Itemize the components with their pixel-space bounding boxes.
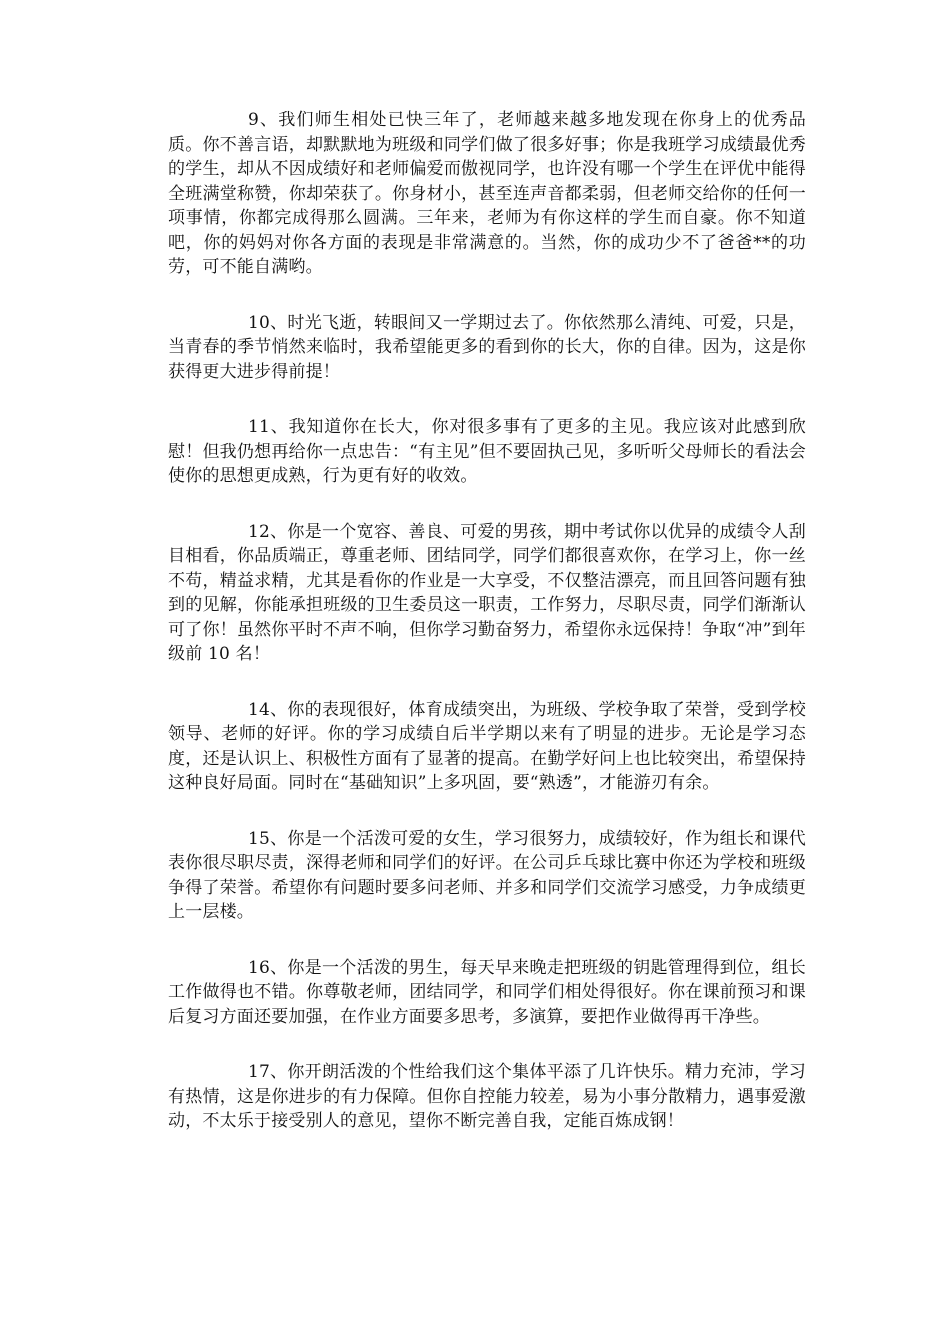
comment-paragraph-17: 17、你开朗活泼的个性给我们这个集体平添了几许快乐。精力充沛，学习有热情，这是你进步的有力保障。但你自控能力较差，易为小事分散精力，遇事爱激动，不太乐于接受别人的意见，望你不断完善自我，定能百炼成钢！: [168, 1062, 806, 1131]
comment-paragraph-15: 15、你是一个活泼可爱的女生，学习很努力，成绩较好，作为组长和课代表你很尽职尽责，深得老师和同学们的好评。在公司乒乓球比赛中你还为学校和班级争得了荣誉。希望你有问题时要多问老师、并多和同学们交流学习感受，力争成绩更上一层楼。: [168, 828, 806, 922]
comment-paragraph-10: 10、时光飞逝，转眼间又一学期过去了。你依然那么清纯、可爱，只是，当青春的季节悄然来临时，我希望能更多的看到你的长大，你的自律。因为，这是你获得更大进步得前提！: [168, 312, 806, 382]
comment-paragraph-9: 9、我们师生相处已快三年了，老师越来越多地发现在你身上的优秀品质。你不善言语，却默默地为班级和同学们做了很多好事；你是我班学习成绩最优秀的学生，却从不因成绩好和老师偏爱而傲视同学，也许没有哪一个学生在评优中能得全班满堂称赞，你却荣获了。你身材小，甚至连声音都柔弱，但老师交给你的任何一项事情，你都完成得那么圆满。三年来，老师为有你这样的学生而自豪。你不知道吧，你的妈妈对你各方面的表现是非常满意的。当然，你的成功少不了爸爸**的功劳，可不能自满哟。: [168, 110, 806, 277]
document-body: [168, 108, 806, 1165]
comment-paragraph-16: 16、你是一个活泼的男生，每天早来晚走把班级的钥匙管理得到位，组长工作做得也不错。你尊敬老师，团结同学，和同学们相处得很好。你在课前预习和课后复习方面还要加强，在作业方面要多思考，多演算，要把作业做得再干净些。: [168, 957, 806, 1027]
comment-paragraph-11: 11、我知道你在长大，你对很多事有了更多的主见。我应该对此感到欣慰！但我仍想再给你一点忠告：“有主见”但不要固执己见，多听听父母师长的看法会使你的思想更成熟，行为更有好的收效。: [168, 417, 806, 486]
comment-paragraph-14: 14、你的表现很好，体育成绩突出，为班级、学校争取了荣誉，受到学校领导、老师的好评。你的学习成绩自后半学期以来有了明显的进步。无论是学习态度，还是认识上、积极性方面有了显著的提高。在勤学好问上也比较突出，希望保持这种良好局面。同时在“基础知识”上多巩固，要“熟透”，才能游刃有余。: [168, 699, 806, 793]
comment-paragraph-12: 12、你是一个宽容、善良、可爱的男孩，期中考试你以优异的成绩令人刮目相看，你品质端正，尊重老师、团结同学，同学们都很喜欢你，在学习上，你一丝不苟，精益求精，尤其是看你的作业是一大享受，不仅整洁漂亮，而且回答问题有独到的见解，你能承担班级的卫生委员这一职责，工作努力，尽职尽责，同学们渐渐认可了你！虽然你平时不声不响，但你学习勤奋努力，希望你永远保持！争取“冲”到年级前 10 名！: [168, 521, 806, 664]
